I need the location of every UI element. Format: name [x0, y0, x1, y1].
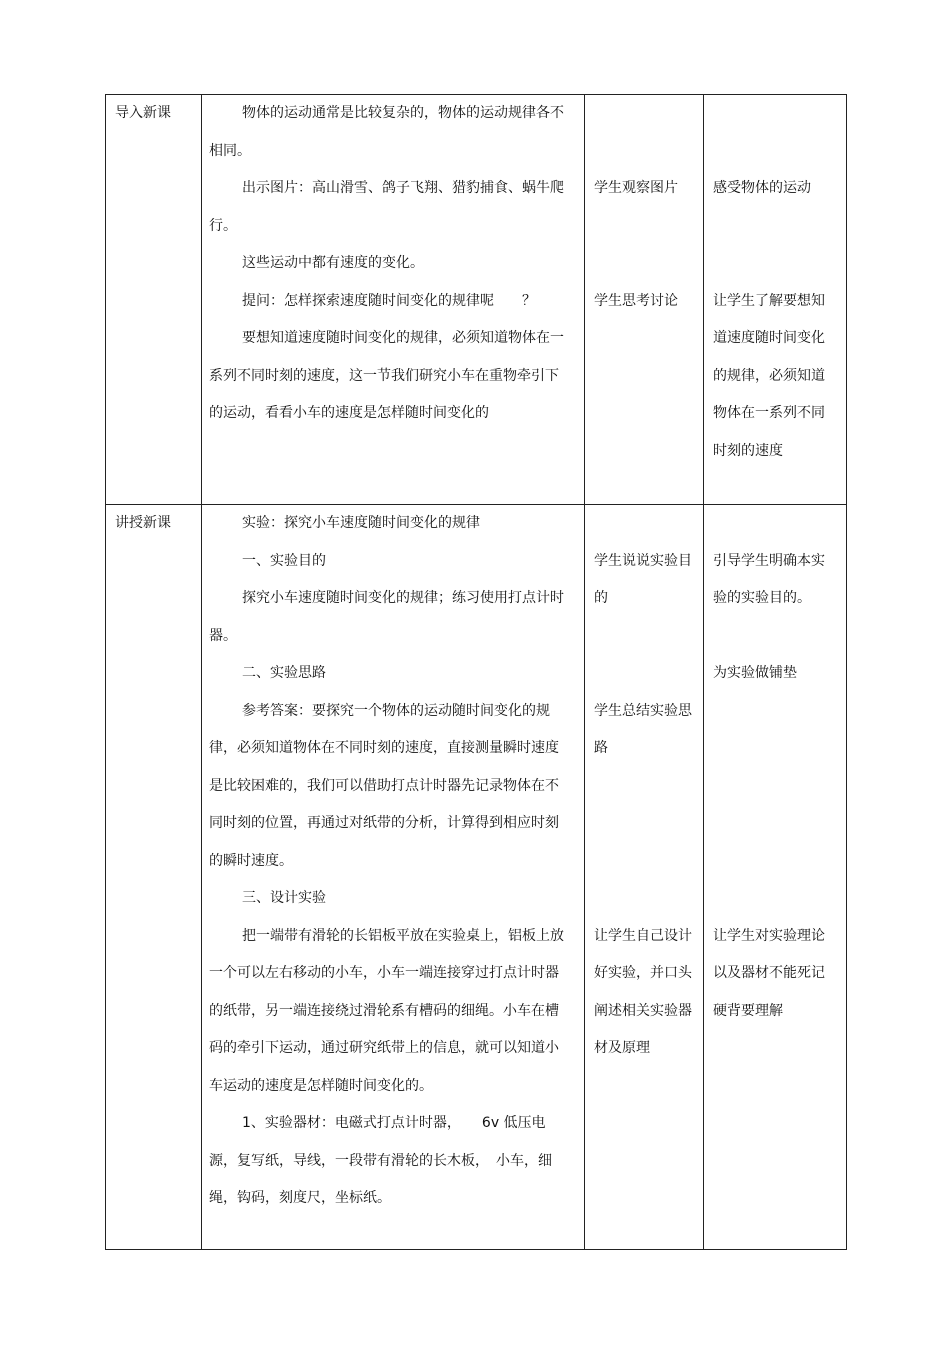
content-cell: [202, 505, 585, 1250]
design-purpose-cell: [704, 95, 847, 505]
paragraph: 实验：探究小车速度随时间变化的规律: [242, 515, 480, 531]
student-activity: 学生说说实验目的: [594, 552, 692, 606]
paragraph: 把一端带有滑轮的长铝板平放在实验桌上，铝板上放一个可以左右移动的小车，小车一端连接穿过打点计时器的纸带，另一端连接绕过滑轮系有槽码的细绳。小车在槽码的牵引下运动，通过研究纸带上的信息，就可以知道小车运动的速度是怎样随时间变化的。: [209, 927, 564, 1094]
content-cell: [202, 95, 585, 505]
design-purpose: 感受物体的运动: [713, 180, 811, 196]
paragraph: 出示图片：高山滑雪、鸽子飞翔、猎豹捕食、蜗牛爬行。: [209, 180, 564, 234]
heading: 二、实验思路: [242, 665, 326, 681]
paragraph: 1、实验器材：电磁式打点计时器， 6v 低压电源，复写纸，导线，一段带有滑轮的长木板， 小车，细绳，钩码，刻度尺，坐标纸。: [209, 1115, 552, 1206]
student-activity: 学生思考讨论: [594, 292, 678, 309]
student-activity: 学生总结实验思路: [594, 702, 692, 756]
section-cell: [106, 505, 202, 1250]
heading: 一、实验目的: [242, 552, 326, 569]
design-purpose-cell: [704, 505, 847, 1250]
design-purpose: 引导学生明确本实验的实验目的。: [713, 552, 825, 606]
design-purpose: 为实验做铺垫: [713, 665, 797, 681]
section-label: 导入新课: [115, 105, 171, 121]
section-cell: [106, 95, 202, 505]
paragraph: 探究小车速度随时间变化的规律；练习使用打点计时器。: [209, 590, 564, 644]
table-row: [106, 95, 847, 505]
paragraph: 要想知道速度随时间变化的规律，必须知道物体在一系列不同时刻的速度，这一节我们研究小车在重物牵引下的运动，看看小车的速度是怎样随时间变化的: [209, 330, 564, 421]
table-row: [106, 505, 847, 1250]
paragraph: 这些运动中都有速度的变化。: [242, 255, 424, 271]
student-activity: 学生观察图片: [594, 180, 678, 196]
student-activity-cell: [585, 505, 704, 1250]
section-label: 讲授新课: [115, 515, 171, 531]
paragraph: 提问：怎样探索速度随时间变化的规律呢 ？: [242, 292, 536, 309]
paragraph: 参考答案：要探究一个物体的运动随时间变化的规律，必须知道物体在不同时刻的速度，直接测量瞬时速度是比较困难的，我们可以借助打点计时器先记录物体在不同时刻的位置，再通过对纸带的分析，计算得到相应时刻的瞬时速度。: [209, 702, 559, 869]
lesson-plan-table: [105, 94, 847, 1250]
paragraph: 物体的运动通常是比较复杂的，物体的运动规律各不相同。: [209, 105, 564, 159]
heading: 三、设计实验: [242, 890, 326, 906]
student-activity-cell: [585, 95, 704, 505]
design-purpose: 让学生对实验理论以及器材不能死记硬背要理解: [713, 927, 825, 1019]
student-activity: 让学生自己设计好实验，并口头阐述相关实验器材及原理: [594, 927, 692, 1056]
design-purpose: 让学生了解要想知道速度随时间变化的规律，必须知道物体在一系列不同时刻的速度: [713, 292, 825, 459]
